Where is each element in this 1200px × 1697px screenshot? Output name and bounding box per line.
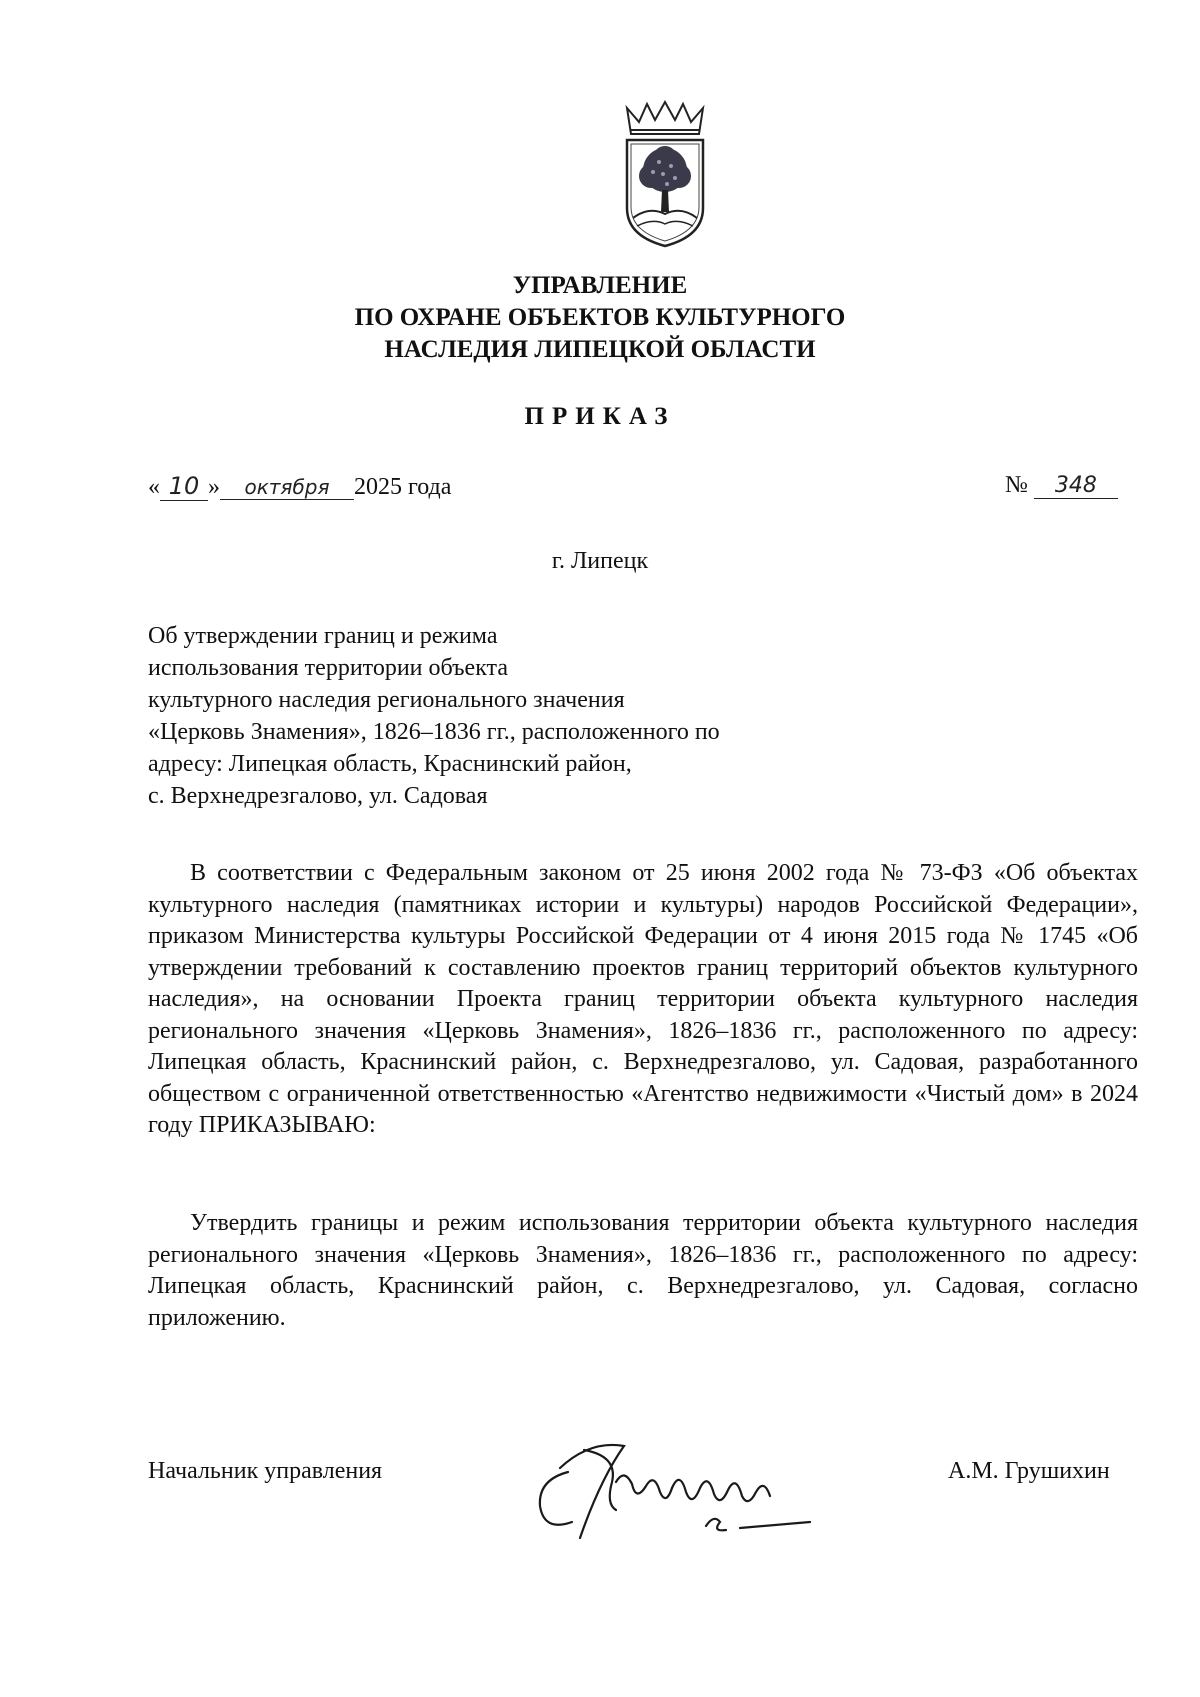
signatory-title: Начальник управления (148, 1458, 383, 1484)
order-date (148, 472, 451, 501)
signatory-name: А.М. Грушихин (948, 1458, 1110, 1484)
agency-line: ПО ОХРАНЕ ОБЪЕКТОВ КУЛЬТУРНОГО (354, 304, 846, 331)
subject-line: Об утверждении границ и режима (148, 623, 498, 649)
subject-line: «Церковь Знамения», 1826–1836 гг., расположенного по (148, 719, 720, 745)
signature-icon (520, 1410, 840, 1550)
document-type: ПРИКАЗ (524, 403, 676, 430)
subject-line: адресу: Липецкая область, Краснинский район, (148, 751, 632, 777)
agency-line: УПРАВЛЕНИЕ (512, 272, 688, 299)
order-subject (148, 620, 848, 812)
date-year: 2025 года (354, 474, 452, 500)
date-close-quote: » (208, 474, 220, 500)
date-month: октября (220, 475, 354, 500)
date-open-quote: « (148, 474, 160, 500)
city: г. Липецк (551, 548, 649, 574)
subject-line: использования территории объекта (148, 655, 508, 681)
order-number (1005, 472, 1118, 499)
coat-of-arms-icon (617, 100, 713, 250)
body-paragraph-decision: Утвердить границы и режим использования территории объекта культурного наследия регионального значения «Церковь Знамения», 1826–1836 гг., расположенного по адресу: Липецкая область, Краснинский район, с. Верхнедрезгалово, ул. Садовая, согласно приложению. (148, 1210, 1138, 1331)
date-day: 10 (160, 472, 208, 501)
number-sign: № (1005, 472, 1028, 498)
subject-line: культурного наследия регионального значения (148, 687, 625, 713)
agency-line: НАСЛЕДИЯ ЛИПЕЦКОЙ ОБЛАСТИ (384, 336, 816, 363)
agency-name (300, 270, 900, 366)
number-value: 348 (1034, 473, 1118, 499)
body-paragraph-basis: В соответствии с Федеральным законом от 25 июня 2002 года № 73-ФЗ «Об объектах культурного наследия (памятниках истории и культуры) народов Российской Федерации», приказом Министерства культуры Российской Федерации от 4 июня 2015 года № 1745 «Об утверждении требований к составлению проектов границ территорий объектов культурного наследия», на основании Проекта границ территории объекта культурного наследия регионального значения «Церковь Знамения», 1826–1836 гг., расположенного по адресу: Липецкая область, Краснинский район, с. Верхнедрезгалово, ул. Садовая, разработанного обществом с ограниченной ответственностью «Агентство недвижимости «Чистый дом» в 2024 году ПРИКАЗЫВАЮ: (148, 860, 1138, 1138)
subject-line: с. Верхнедрезгалово, ул. Садовая (148, 783, 488, 809)
